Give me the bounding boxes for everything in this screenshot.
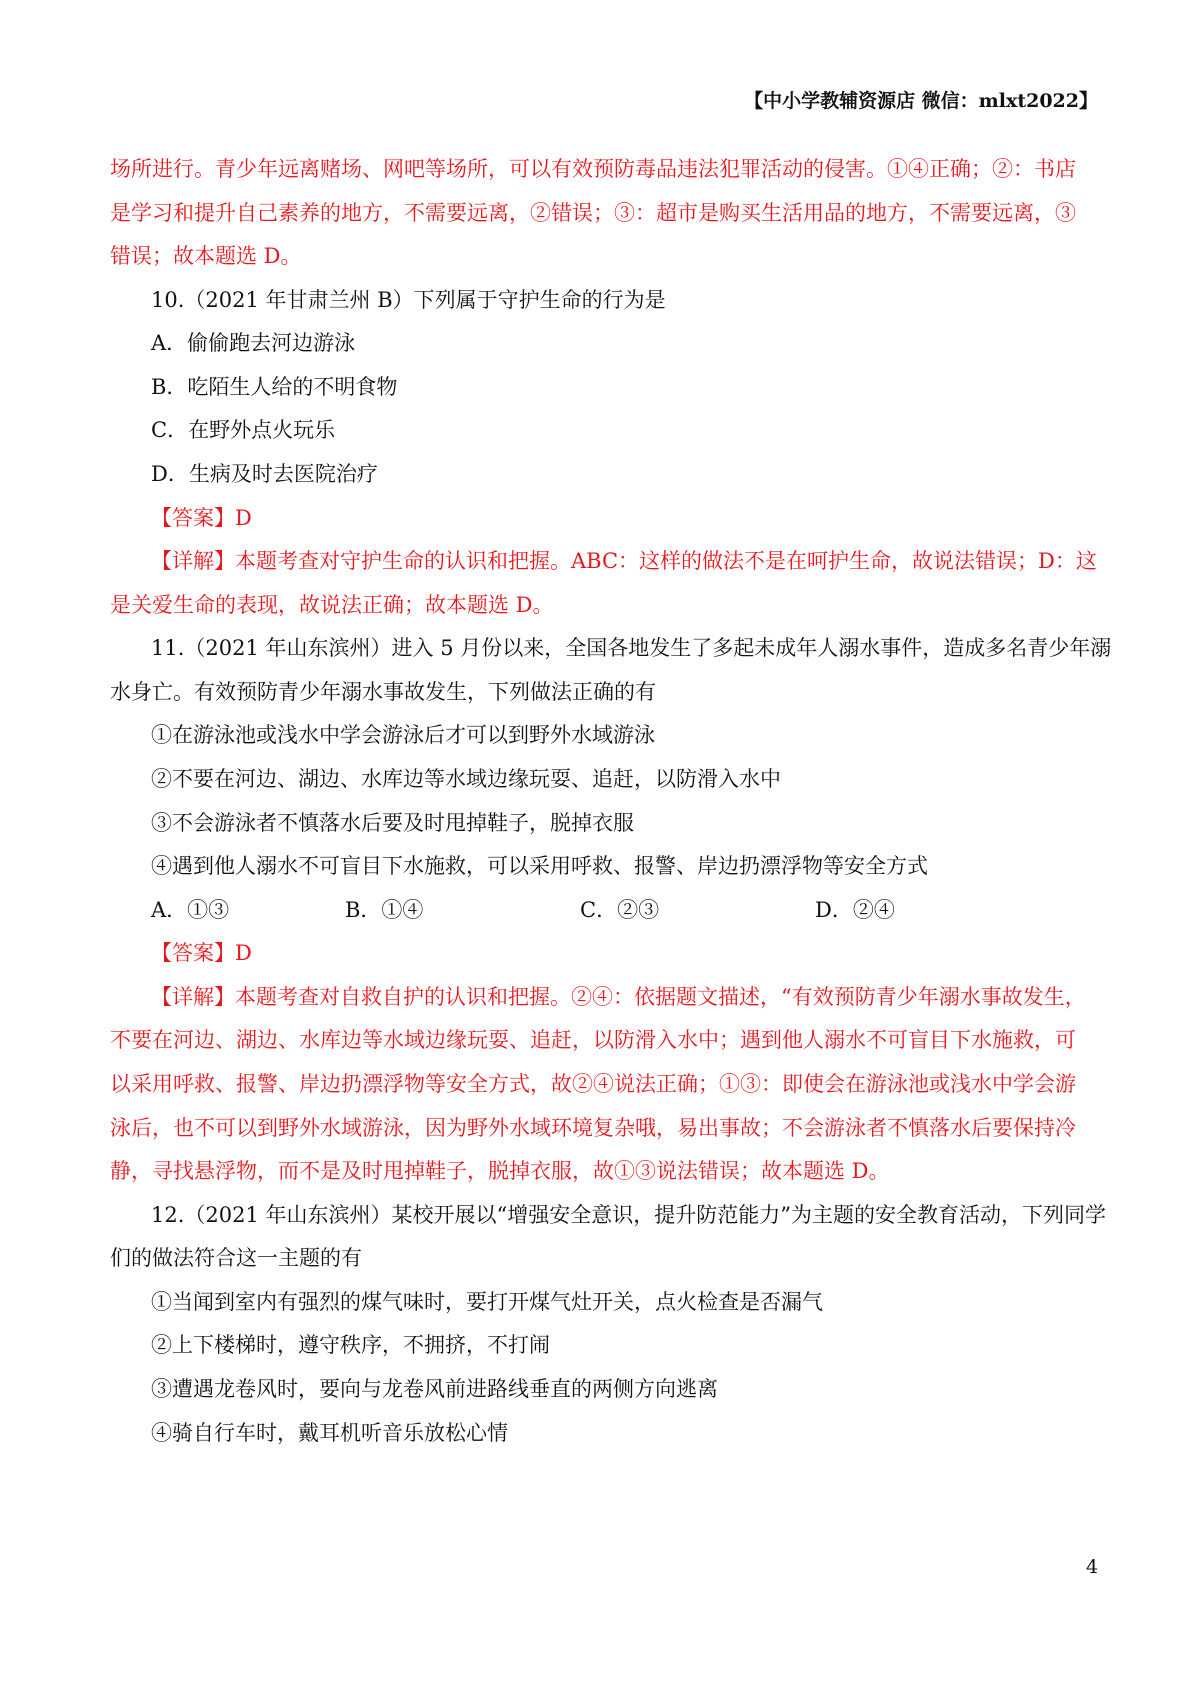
page-number: 4: [1086, 1556, 1099, 1578]
question-11-answer: 【答案】D: [151, 941, 252, 965]
question-12-statement-1: ①当闻到室内有强烈的煤气味时，要打开煤气灶开关，点火检查是否漏气: [151, 1290, 823, 1314]
question-12-statement-2: ②上下楼梯时，遵守秩序，不拥挤，不打闹: [151, 1333, 550, 1357]
question-11-stem: 11.（2021 年山东滨州）进入 5 月份以来，全国各地发生了多起未成年人溺水事件，造成多名青少年溺: [151, 636, 1112, 660]
question-10-answer: 【答案】D: [151, 506, 252, 530]
question-11-option-b: B．①④: [345, 898, 424, 922]
question-10-stem: 10.（2021 年甘肃兰州 B）下列属于守护生命的行为是: [151, 288, 666, 312]
question-11-statement-1: ①在游泳池或浅水中学会游泳后才可以到野外水域游泳: [151, 723, 655, 747]
question-11-explanation: 【详解】本题考查对自救自护的认识和把握。②④：依据题文描述，“有效预防青少年溺水事故发生，: [151, 985, 1086, 1009]
question-12-stem: 12.（2021 年山东滨州）某校开展以“增强安全意识，提升防范能力”为主题的安全教育活动，下列同学: [151, 1203, 1106, 1227]
question-12-statement-3: ③遭遇龙卷风时，要向与龙卷风前进路线垂直的两侧方向逃离: [151, 1377, 718, 1401]
question-11-stem: 水身亡。有效预防青少年溺水事故发生，下列做法正确的有: [110, 680, 656, 704]
question-10-explanation: 是关爱生命的表现，故说法正确；故本题选 D。: [110, 593, 554, 617]
question-10-option-d: D．生病及时去医院治疗: [151, 462, 378, 486]
question-11-statement-3: ③不会游泳者不慎落水后要及时甩掉鞋子，脱掉衣服: [151, 811, 634, 835]
explanation-line: 错误；故本题选 D。: [110, 244, 302, 268]
question-10-option-a: A．偷偷跑去河边游泳: [151, 331, 356, 355]
page-header: 【中小学教辅资源店 微信：mlxt2022】: [744, 90, 1098, 112]
question-11-explanation: 泳后，也不可以到野外水域游泳，因为野外水域环境复杂哦，易出事故；不会游泳者不慎落水后要保持冷: [110, 1116, 1076, 1140]
question-10-explanation: 【详解】本题考查对守护生命的认识和把握。ABC：这样的做法不是在呵护生命，故说法错误；D：这: [151, 549, 1097, 573]
question-11-option-d: D．②④: [815, 898, 895, 922]
question-11-option-c: C．②③: [580, 898, 660, 922]
question-11-explanation: 静，寻找悬浮物，而不是及时甩掉鞋子，脱掉衣服，故①③说法错误；故本题选 D。: [110, 1159, 890, 1183]
explanation-line: 场所进行。青少年远离赌场、网吧等场所，可以有效预防毒品违法犯罪活动的侵害。①④正确；②：书店: [110, 157, 1076, 181]
question-12-statement-4: ④骑自行车时，戴耳机听音乐放松心情: [151, 1421, 508, 1445]
question-12-stem: 们的做法符合这一主题的有: [110, 1246, 362, 1270]
question-11-explanation: 不要在河边、湖边、水库边等水域边缘玩耍、追赶，以防滑入水中；遇到他人溺水不可盲目下水施救，可: [110, 1028, 1076, 1052]
question-11-explanation: 以采用呼救、报警、岸边扔漂浮物等安全方式，故②④说法正确；①③：即使会在游泳池或浅水中学会游: [110, 1072, 1076, 1096]
question-11-statement-4: ④遇到他人溺水不可盲目下水施救，可以采用呼救、报警、岸边扔漂浮物等安全方式: [151, 854, 928, 878]
question-11-statement-2: ②不要在河边、湖边、水库边等水域边缘玩耍、追赶，以防滑入水中: [151, 767, 781, 791]
question-11-option-a: A．①③: [151, 898, 230, 922]
question-10-option-b: B．吃陌生人给的不明食物: [151, 375, 398, 399]
explanation-line: 是学习和提升自己素养的地方，不需要远离，②错误；③：超市是购买生活用品的地方，不需要远离，③: [110, 201, 1076, 225]
question-10-option-c: C．在野外点火玩乐: [151, 418, 336, 442]
